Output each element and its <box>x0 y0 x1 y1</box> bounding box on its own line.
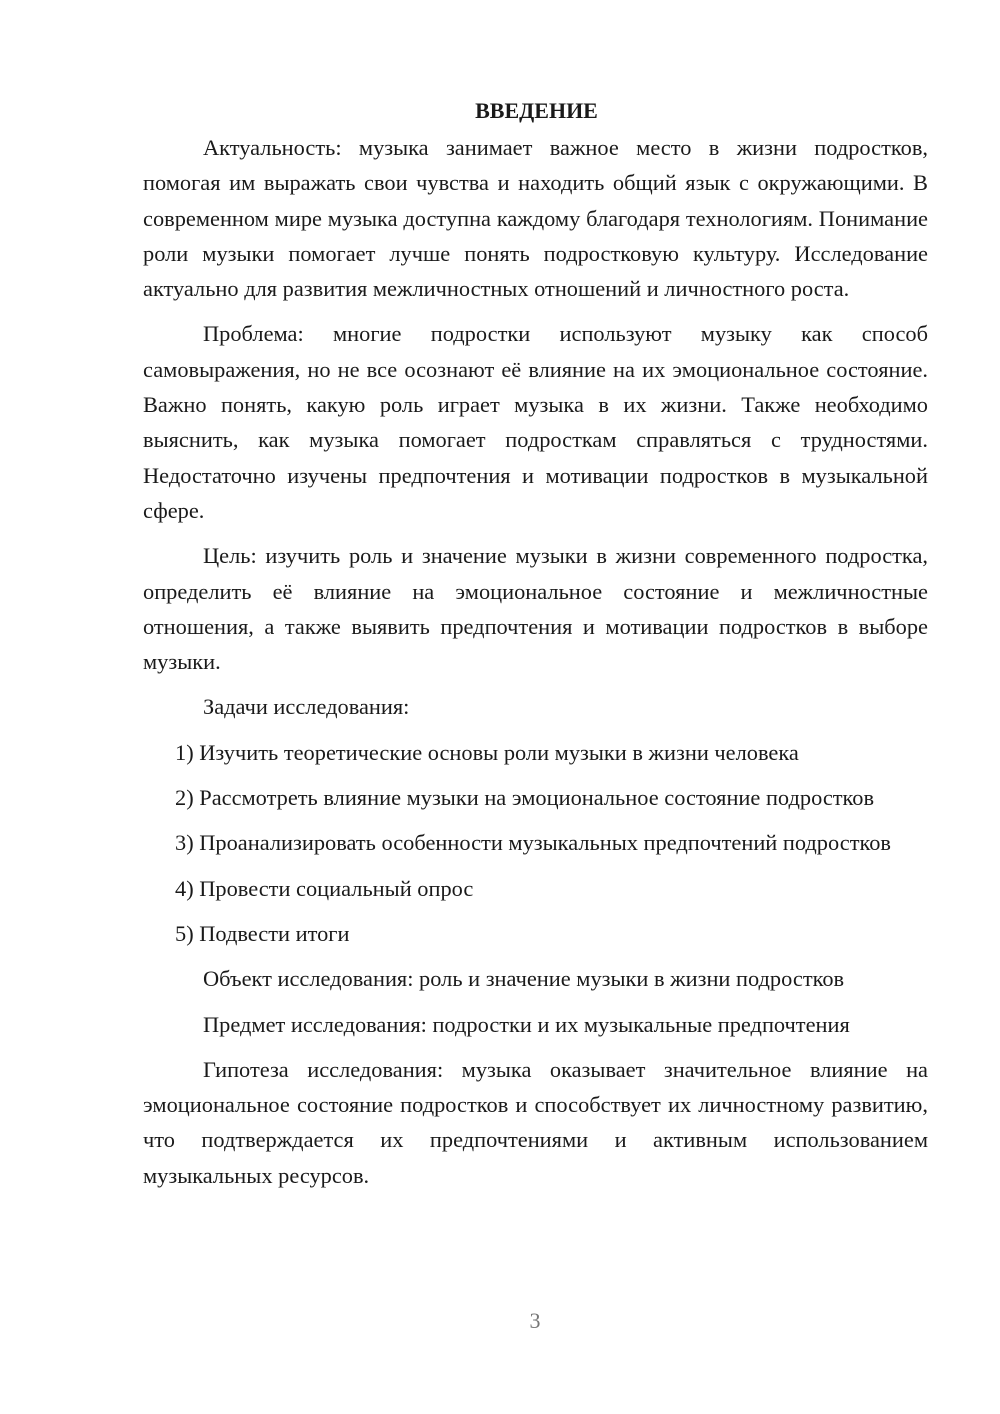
research-object: Объект исследования: роль и значение музыки в жизни подростков <box>203 966 845 992</box>
task-item-5: 5) Подвести итоги <box>175 920 350 946</box>
page-title: ВВЕДЕНИЕ <box>475 98 598 123</box>
task-item-4: 4) Провести социальный опрос <box>175 875 474 901</box>
tasks-heading: Задачи исследования: <box>203 694 410 720</box>
relevance-paragraph: Актуальность: музыка занимает важное место в жизни подростков, помогая им выражать свои чувства и находить общий язык с окружающими. В современном мире музыка доступна каждому благодаря технологиям. Понимание роли музыки помогает лучше понять подростковую культуру. Исследование актуально для развития межличностных отношений и личностного роста. <box>143 135 928 302</box>
page-number: 3 <box>529 1308 541 1333</box>
task-item-1: 1) Изучить теоретические основы роли музыки в жизни человека <box>175 739 799 765</box>
research-hypothesis: Гипотеза исследования: музыка оказывает значительное влияние на эмоциональное состояние подростков и способствует их личностному развитию, что подтверждается их предпочтениями и активным использованием музыкальных ресурсов. <box>143 1056 928 1188</box>
task-item-2: 2) Рассмотреть влияние музыки на эмоциональное состояние подростков <box>175 785 875 811</box>
document-page <box>143 93 928 1203</box>
research-subject: Предмет исследования: подростки и их музыкальные предпочтения <box>203 1011 850 1037</box>
problem-paragraph: Проблема: многие подростки используют музыку как способ самовыражения, но не все осознают её влияние на их эмоциональное состояние. Важно понять, какую роль играет музыка в их жизни. Также необходимо выяснить, как музыка помогает подросткам справляться с трудностями. Недостаточно изучены предпочтения и мотивации подростков в музыкальной сфере. <box>143 321 928 523</box>
goal-paragraph: Цель: изучить роль и значение музыки в жизни современного подростка, определить её влияние на эмоциональное состояние и межличностные отношения, а также выявить предпочтения и мотивации подростков в выборе музыки. <box>143 543 928 675</box>
task-item-3: 3) Проанализировать особенности музыкальных предпочтений подростков <box>175 830 891 856</box>
